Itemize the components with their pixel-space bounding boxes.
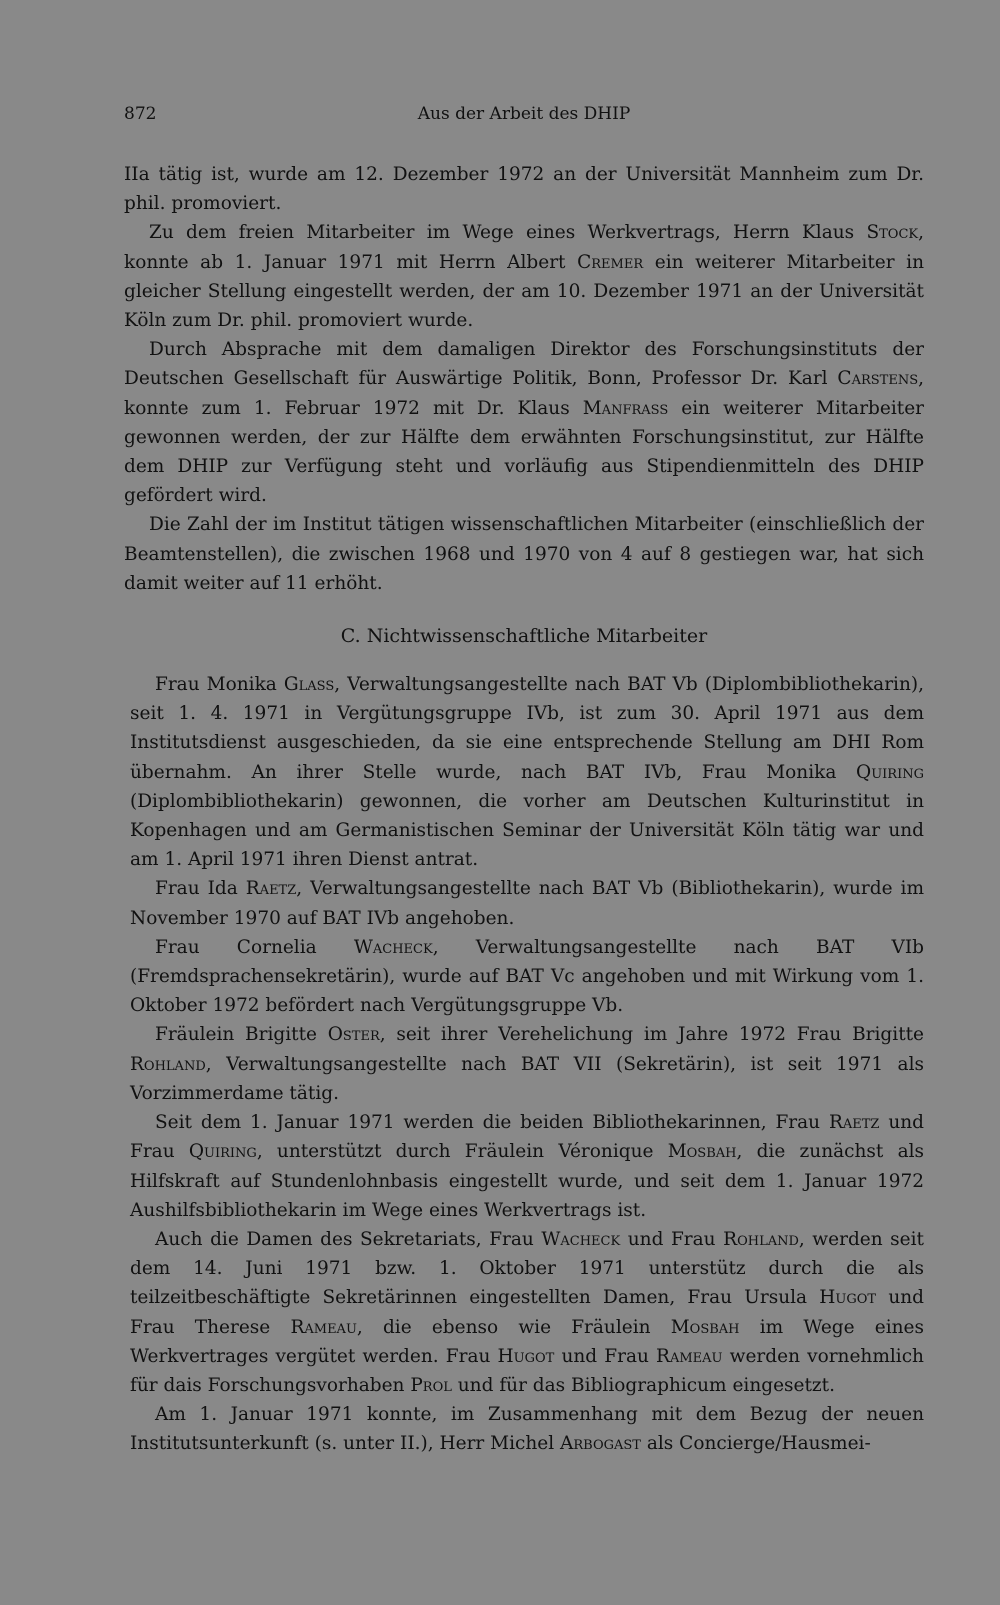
person-name: Hugot — [819, 1287, 877, 1309]
person-name: Mosbah — [670, 1316, 740, 1338]
paragraph: Am 1. Januar 1971 konnte, im Zusammenhang mit dem Bezug der neuen Institutsunterkunft (s. unter II.), Herr Michel Arbogast als Concierge/Hausmei- — [130, 1404, 924, 1455]
paragraph: Frau Ida Raetz, Verwaltungsangestellte nach BAT Vb (Bibliothekarin), wurde im November 1970 auf BAT IVb angehoben. — [130, 878, 924, 929]
person-name: Raetz — [245, 878, 297, 900]
page-header — [124, 104, 924, 134]
person-name: Wacheck — [353, 936, 433, 958]
person-name: Arbogast — [560, 1433, 641, 1455]
person-name: Rohland — [130, 1053, 206, 1075]
person-name: Quiring — [856, 761, 924, 783]
person-name: Cremer — [577, 251, 644, 273]
section-heading: C. Nichtwissenschaftliche Mitarbeiter — [340, 625, 708, 648]
person-name: Hugot — [497, 1345, 555, 1367]
person-name: Manfrass — [582, 397, 669, 419]
person-name: Quiring — [188, 1141, 257, 1163]
project-name: Prol — [410, 1374, 452, 1396]
person-name: Glass — [283, 674, 335, 696]
paragraph: Zu dem freien Mitarbeiter im Wege eines Werkvertrags, Herrn Klaus Stock, konnte ab 1. Januar 1971 mit Herrn Albert Cremer ein weiterer Mitarbeiter in gleicher Stellung eingestellt werden, der am 10. Dezember 1971 an der Universität Köln zum Dr. phil. promoviert wurde. — [124, 222, 925, 332]
person-name: Wacheck — [541, 1228, 621, 1250]
person-name: Mosbah — [667, 1141, 737, 1163]
paragraph: IIa tätig ist, wurde am 12. Dezember 1972 an der Universität Mannheim zum Dr. phil. promoviert. — [124, 164, 924, 215]
person-name: Rameau — [290, 1316, 357, 1338]
page-body — [124, 160, 924, 1459]
paragraph: Frau Monika Glass, Verwaltungsangestellte nach BAT Vb (Diplombibliothekarin), seit 1. 4. 1971 in Vergütungsgruppe IVb, ist zum 30. April 1971 aus dem Institutsdienst ausgeschieden, da sie eine entsprechende Stellung am DHI Rom übernahm. An ihrer Stelle wurde, nach BAT IVb, Frau Monika Quiring (Diplombibliothekarin) gewonnen, die vorher am Deutschen Kulturinstitut in Kopenhagen und am Germanistischen Seminar der Universität Köln tätig war und am 1. April 1971 ihren Dienst antrat. — [130, 674, 924, 871]
paragraph: Fräulein Brigitte Oster, seit ihrer Verehelichung im Jahre 1972 Frau Brigitte Rohland, Verwaltungsangestellte nach BAT VII (Sekretärin), ist seit 1971 als Vorzimmerdame tätig. — [130, 1024, 925, 1104]
person-name: Rohland — [723, 1228, 799, 1250]
page-number: 872 — [124, 104, 157, 124]
person-name: Oster — [327, 1024, 380, 1046]
section-c-body — [124, 670, 924, 1458]
person-name: Raetz — [828, 1112, 880, 1134]
person-name: Rameau — [656, 1345, 723, 1367]
person-name: Stock — [866, 222, 919, 244]
running-title: Aus der Arbeit des DHIP — [417, 104, 631, 124]
paragraph: Seit dem 1. Januar 1971 werden die beiden Bibliothekarinnen, Frau Raetz und Frau Quiring, unterstützt durch Fräulein Véronique Mosbah, die zunächst als Hilfskraft auf Stundenlohnbasis eingestellt wurde, und seit dem 1. Januar 1972 Aushilfsbibliothekarin im Wege eines Werkvertrags ist. — [130, 1112, 925, 1221]
paragraph: Die Zahl der im Institut tätigen wissenschaftlichen Mitarbeiter (einschließlich der Beamtenstellen), die zwischen 1968 und 1970 von 4 auf 8 gestiegen war, hat sich damit weiter auf 11 erhöht. — [124, 514, 924, 594]
paragraph: Frau Cornelia Wacheck, Verwaltungsangestellte nach BAT VIb (Fremdsprachensekretärin), wurde auf BAT Vc angehoben und mit Wirkung vom 1. Oktober 1972 befördert nach Vergütungsgruppe Vb. — [130, 936, 924, 1017]
paragraph: Auch die Damen des Sekretariats, Frau Wacheck und Frau Rohland, werden seit dem 14. Juni 1971 bzw. 1. Oktober 1971 unterstütz durch die als teilzeitbeschäftigte Sekretärinnen eingestellten Damen, Frau Ursula Hugot und Frau Therese Rameau, die ebenso wie Fräulein Mosbah im Wege eines Werkvertrages vergütet werden. Frau Hugot und Frau Rameau werden vornehmlich für dais Forschungsvorhaben Prol und für das Bibliographicum eingesetzt. — [130, 1228, 924, 1396]
person-name: Carstens — [837, 368, 919, 390]
paragraph: Durch Absprache mit dem damaligen Direktor des Forschungsinstituts der Deutschen Gesellschaft für Auswärtige Politik, Bonn, Professor Dr. Karl Carstens, konnte zum 1. Februar 1972 mit Dr. Klaus Manfrass ein weiterer Mitarbeiter gewonnen werden, der zur Hälfte dem erwähnten Forschungsinstitut, zur Hälfte dem DHIP zur Verfügung steht und vorläufig aus Stipendienmitteln des DHIP gefördert wird. — [124, 339, 924, 507]
